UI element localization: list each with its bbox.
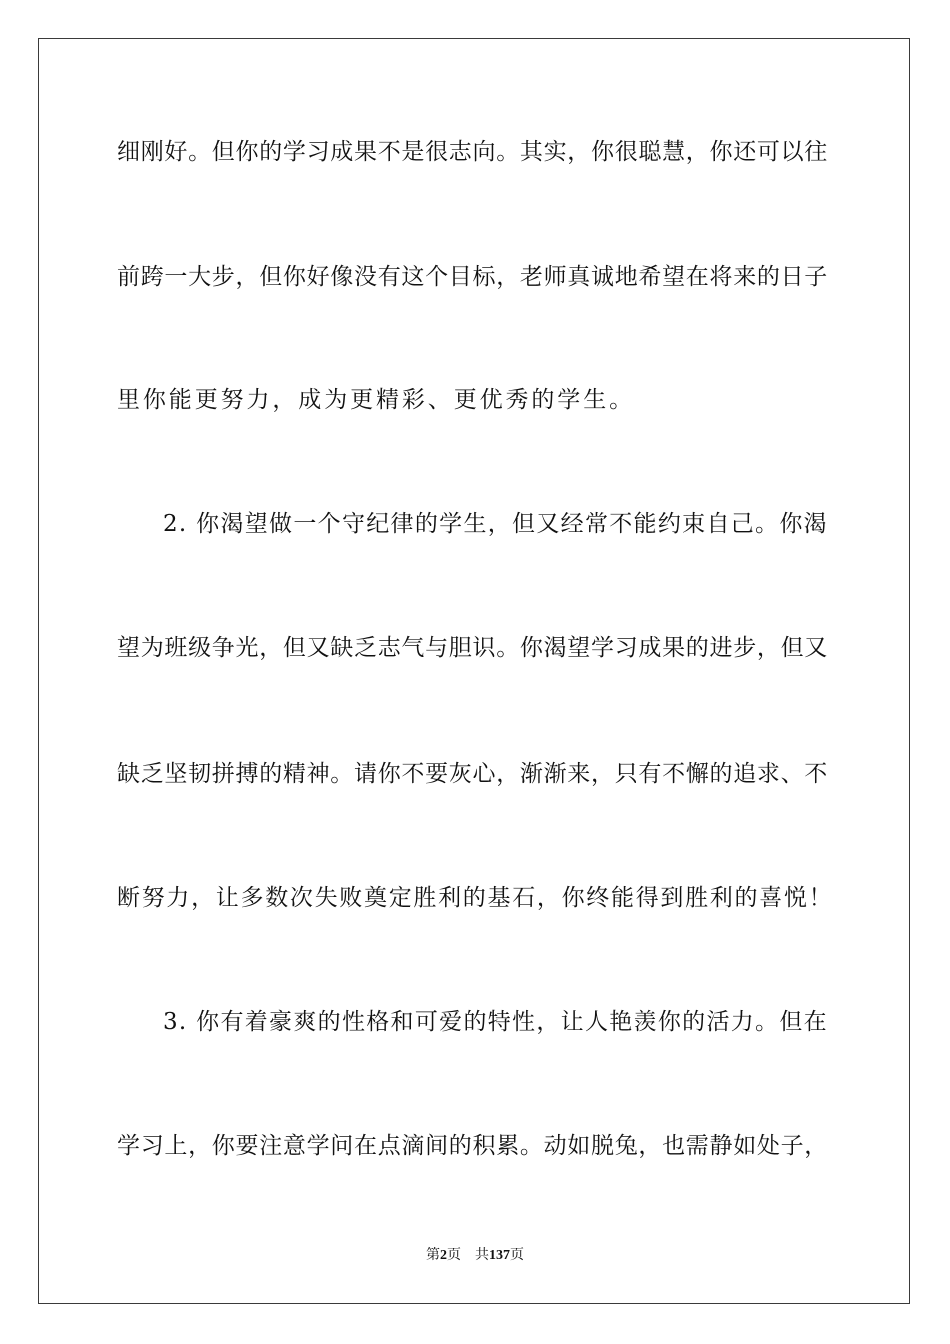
total-suffix: 页 bbox=[510, 1248, 524, 1263]
page-footer bbox=[0, 1247, 950, 1265]
text-line-8: 3. 你有着豪爽的性格和可爱的特性，让人艳羡你的活力。但在 bbox=[163, 1009, 828, 1035]
text-line-1: 细刚好。但你的学习成果不是很志向。其实，你很聪慧，你还可以往 bbox=[117, 139, 828, 165]
text-line-2: 前跨一大步，但你好像没有这个目标，老师真诚地希望在将来的日子 bbox=[117, 264, 828, 290]
text-line-6: 缺乏坚韧拼搏的精神。请你不要灰心，渐渐来，只有不懈的追求、不 bbox=[117, 761, 828, 787]
text-line-4: 2. 你渴望做一个守纪律的学生，但又经常不能约束自己。你渴 bbox=[163, 511, 828, 537]
page-suffix: 页 bbox=[447, 1248, 461, 1263]
page-border bbox=[38, 38, 910, 1304]
page-number: 2 bbox=[440, 1248, 447, 1263]
text-line-9: 学习上，你要注意学问在点滴间的积累。动如脱兔，也需静如处子， bbox=[117, 1133, 828, 1159]
page-prefix: 第 bbox=[426, 1248, 440, 1263]
total-prefix: 共 bbox=[475, 1248, 489, 1263]
text-line-7: 断努力，让多数次失败奠定胜利的基石，你终能得到胜利的喜悦！ bbox=[117, 885, 834, 911]
text-line-5: 望为班级争光，但又缺乏志气与胆识。你渴望学习成果的进步，但又 bbox=[117, 635, 828, 661]
total-pages: 137 bbox=[489, 1248, 510, 1263]
text-line-3: 里你能更努力，成为更精彩、更优秀的学生。 bbox=[117, 387, 635, 413]
